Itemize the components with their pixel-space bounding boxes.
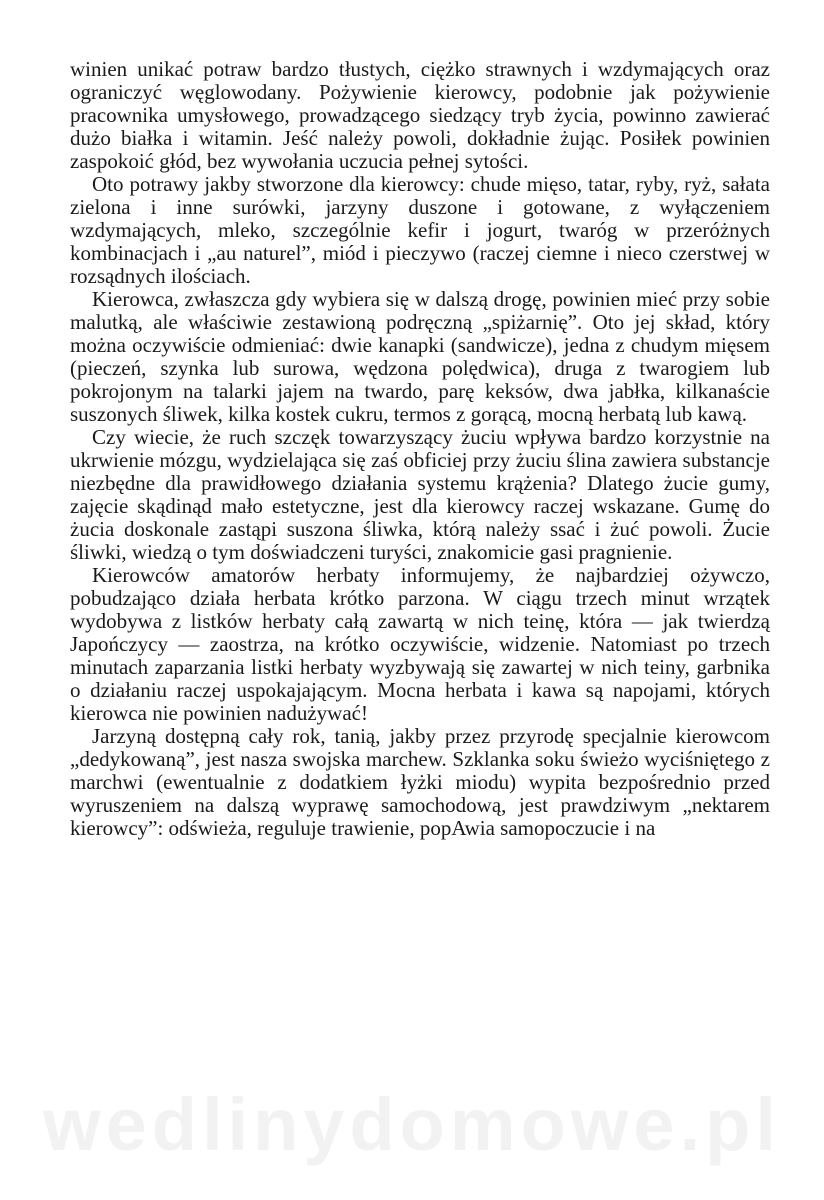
paragraph-4: Czy wiecie, że ruch szczęk towarzyszący żuciu wpływa bardzo korzystnie na ukrwienie mózgu, wydzielająca się zaś obficiej przy żuciu ślina zawiera substancje niezbędne dla prawidłowego działania systemu krążenia? Dlatego żucie gumy, zajęcie skądinąd mało estetyczne, jest dla kierowcy raczej wskazane. Gumę do żucia doskonale zastąpi suszona śliwka, którą należy ssać i żuć powoli. Żucie śliwki, wiedzą o tym doświadczeni turyści, znakomicie gasi pragnienie. [70, 425, 770, 564]
paragraph-3: Kierowca, zwłaszcza gdy wybiera się w dalszą drogę, powinien mieć przy sobie malutką, ale właściwie zestawioną podręczną „spiżarnię”. Oto jej skład, który można oczywiście odmieniać: dwie kanapki (sandwicze), jedna z chudym mięsem (pieczeń, szynka lub surowa, wędzona polędwica), druga z twarogiem lub pokrojonym na talarki jajem na twardo, parę keksów, dwa jabłka, kilkanaście suszonych śliwek, kilka kostek cukru, termos z gorącą, mocną herbatą lub kawą. [70, 287, 770, 426]
watermark: wedlinydomowe.pl [43, 1083, 781, 1166]
document-page [70, 58, 770, 840]
paragraph-5: Kierowców amatorów herbaty informujemy, że najbardziej ożywczo, pobudzająco działa herbata krótko parzona. W ciągu trzech minut wrzątek wydobywa z listków herbaty całą zawartą w nich teinę, która — jak twierdzą Japończycy — zaostrza, na krótko oczywiście, widzenie. Natomiast po trzech minutach zaparzania listki herbaty wyzbywają się zawartej w nich teiny, garbnika o działaniu raczej uspokajającym. Mocna herbata i kawa są napojami, których kierowca nie powinien nadużywać! [70, 563, 770, 725]
paragraph-1: winien unikać potraw bardzo tłustych, ciężko strawnych i wzdymających oraz ograniczyć węglowodany. Pożywienie kierowcy, podobnie jak pożywienie pracownika umysłowego, prowadzącego siedzący tryb życia, powinno zawierać dużo białka i witamin. Jeść należy powoli, dokładnie żując. Posiłek powinien zaspokoić głód, bez wywołania uczucia pełnej sytości. [70, 57, 770, 173]
paragraph-2: Oto potrawy jakby stworzone dla kierowcy: chude mięso, tatar, ryby, ryż, sałata zielona i inne surówki, jarzyny duszone i gotowane, z wyłączeniem wzdymających, mleko, szczególnie kefir i jogurt, twaróg w przeróżnych kombinacjach i „au naturel”, miód i pieczywo (raczej ciemne i nieco czerstwej w rozsądnych ilościach. [70, 172, 770, 288]
paragraph-6: Jarzyną dostępną cały rok, tanią, jakby przez przyrodę specjalnie kierowcom „dedykowaną”, jest nasza swojska marchew. Szklanka soku świeżo wyciśniętego z marchwi (ewentualnie z dodatkiem łyżki miodu) wypita bezpośrednio przed wyruszeniem na dalszą wyprawę samochodową, jest prawdziwym „nektarem kierowcy”: odświeża, reguluje trawienie, popAwia samopoczucie i na [70, 724, 770, 840]
